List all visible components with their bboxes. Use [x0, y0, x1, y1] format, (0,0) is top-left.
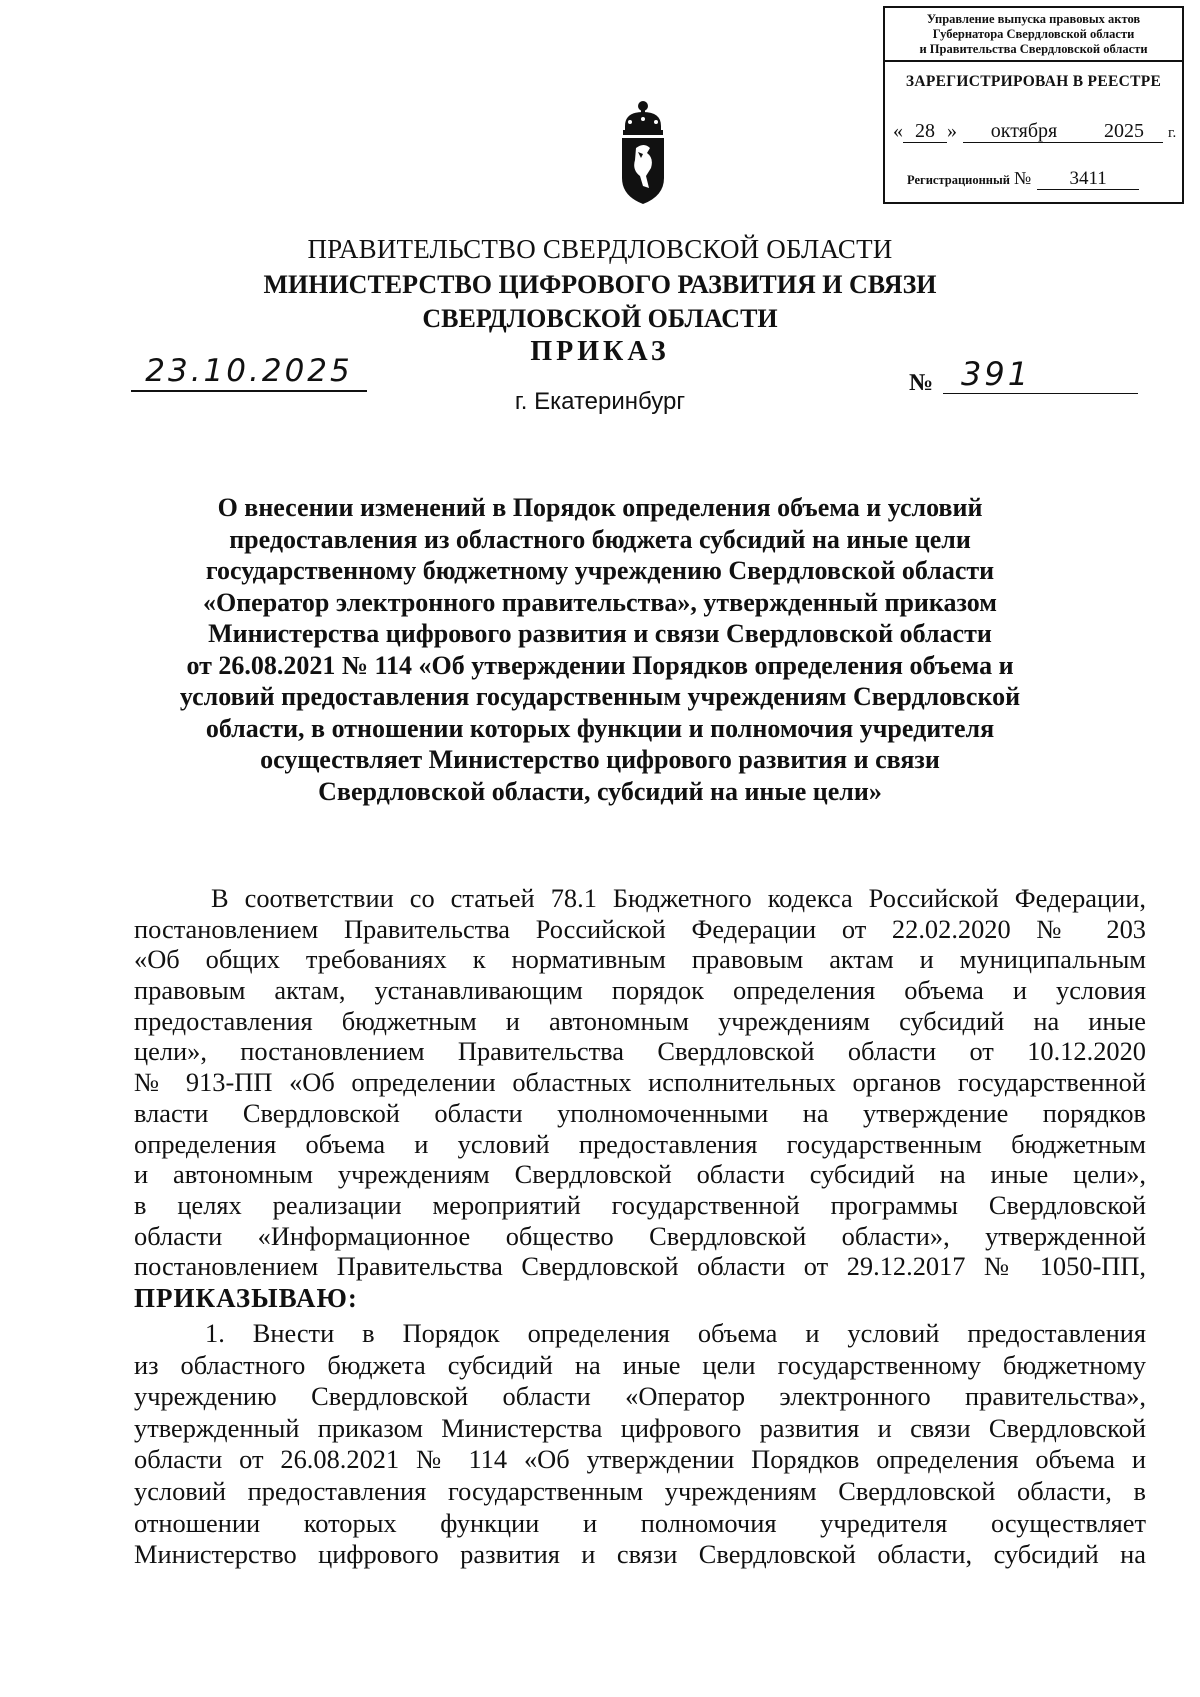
item-1-line: условий предоставления государственным учреждениям Свердловской области, в	[134, 1475, 1146, 1506]
title-line: предоставления из областного бюджета субсидий на иные цели	[229, 524, 971, 554]
stamp-date-day: 28	[903, 120, 947, 143]
preamble-line: предоставления бюджетным и автономным учреждениям субсидий на иные	[134, 1005, 1146, 1036]
item-1-line: области от 26.08.2021 № 114 «Об утверждении Порядков определения объема и	[134, 1444, 1146, 1475]
item-1-line: отношении которых функции и полномочия учредителя осуществляет	[134, 1507, 1146, 1538]
government-heading: ПРАВИТЕЛЬСТВО СВЕРДЛОВСКОЙ ОБЛАСТИ	[307, 234, 893, 264]
ministry-heading-line: МИНИСТЕРСТВО ЦИФРОВОГО РАЗВИТИЯ И СВЯЗИ	[263, 270, 937, 299]
stamp-header	[885, 8, 1182, 62]
document-type: ПРИКАЗ	[530, 336, 670, 367]
city: г. Екатеринбург	[514, 388, 686, 415]
stamp-date-year-suffix: г.	[1168, 125, 1177, 141]
preamble-line: постановлением Правительства Российской Федерации от 22.02.2020 № 203	[134, 913, 1146, 944]
title-line: области, в отношении которых функции и полномочия учредителя	[205, 713, 995, 743]
coat-of-arms-icon	[616, 98, 670, 206]
item-1-paragraph	[134, 1318, 1146, 1571]
preamble-line: в целях реализации мероприятий государственной программы Свердловской	[134, 1189, 1146, 1220]
item-1-line: утвержденный приказом Министерства цифрового развития и связи Свердловской	[134, 1412, 1146, 1443]
ministry-heading	[0, 268, 1200, 336]
preamble-line: власти Свердловской области уполномоченными на утверждение порядков	[134, 1097, 1146, 1128]
preamble-line: В соответствии со статьей 78.1 Бюджетного кодекса Российской Федерации,	[211, 883, 1146, 913]
preamble-line: «Об общих требованиях к нормативным правовым актам и муниципальным	[134, 944, 1146, 975]
title-line: О внесении изменений в Порядок определения объема и условий	[217, 493, 983, 522]
stamp-reg-number-label: Регистрационный	[907, 173, 1010, 187]
title-line: «Оператор электронного правительства», утвержденный приказом	[202, 587, 998, 617]
stamp-header-line: Губернатора Свердловской области	[932, 27, 1135, 41]
preamble-line: области «Информационное общество Свердловской области», утвержденной	[134, 1220, 1146, 1251]
stamp-date	[893, 120, 1177, 143]
item-1-line: учреждению Свердловской области «Оператор электронного правительства»,	[134, 1381, 1146, 1412]
order-number-label: №	[909, 370, 934, 396]
item-1-line: 1. Внести в Порядок определения объема и условий предоставления	[205, 1318, 1146, 1348]
stamp-header-line: Управление выпуска правовых актов	[926, 12, 1141, 26]
order-number-handwritten: 391	[943, 355, 1138, 394]
preamble-line: правовым актам, устанавливающим порядок определения объема и условия	[134, 975, 1146, 1006]
preamble-line: и автономным учреждениям Свердловской области субсидий на иные цели»,	[134, 1159, 1146, 1190]
preamble-line: № 913-ПП «Об определении областных исполнительных органов государственной	[134, 1067, 1146, 1098]
order-date-handwritten: 23.10.2025	[131, 352, 367, 392]
item-1-line: Министерство цифрового развития и связи Свердловской области, субсидий на	[134, 1539, 1146, 1570]
title-line: осуществляет Министерство цифрового развития и связи	[260, 745, 940, 774]
stamp-reg-number-sign: №	[1013, 168, 1032, 188]
ministry-heading-line: СВЕРДЛОВСКОЙ ОБЛАСТИ	[422, 304, 778, 333]
registration-stamp	[883, 6, 1184, 204]
preamble-line: цели», постановлением Правительства Свердловской области от 10.12.2020	[134, 1036, 1146, 1067]
title-line: Министерства цифрового развития и связи Свердловской области	[208, 619, 992, 648]
stamp-header-line: и Правительства Свердловской области	[919, 42, 1148, 56]
title-line: от 26.08.2021 № 114 «Об утверждении Порядков определения объема и	[186, 650, 1014, 680]
stamp-date-open-quote: «	[893, 120, 903, 142]
stamp-date-close-quote: »	[947, 120, 957, 142]
title-line: Свердловской области, субсидий на иные цели»	[318, 776, 882, 806]
title-line: условий предоставления государственным учреждениям Свердловской	[179, 682, 1021, 711]
stamp-registered-label: ЗАРЕГИСТРИРОВАН В РЕЕСТРЕ	[905, 73, 1162, 90]
preamble-line: постановлением Правительства Свердловской области от 29.12.2017 № 1050-ПП,	[134, 1251, 1146, 1282]
preamble-line: определения объема и условий предоставления государственным бюджетным	[134, 1128, 1146, 1159]
stamp-date-month: октября	[963, 120, 1085, 143]
preamble-paragraph	[134, 883, 1146, 1282]
stamp-date-year: 2025	[1085, 120, 1163, 143]
stamp-reg-number	[907, 168, 1139, 190]
item-1-line: из областного бюджета субсидий на иные цели государственному бюджетному	[134, 1349, 1146, 1380]
document-title	[0, 492, 1200, 807]
order-word: ПРИКАЗЫВАЮ:	[134, 1283, 358, 1313]
title-line: государственному бюджетному учреждению Свердловской области	[205, 556, 995, 585]
stamp-reg-number-value: 3411	[1037, 169, 1139, 190]
